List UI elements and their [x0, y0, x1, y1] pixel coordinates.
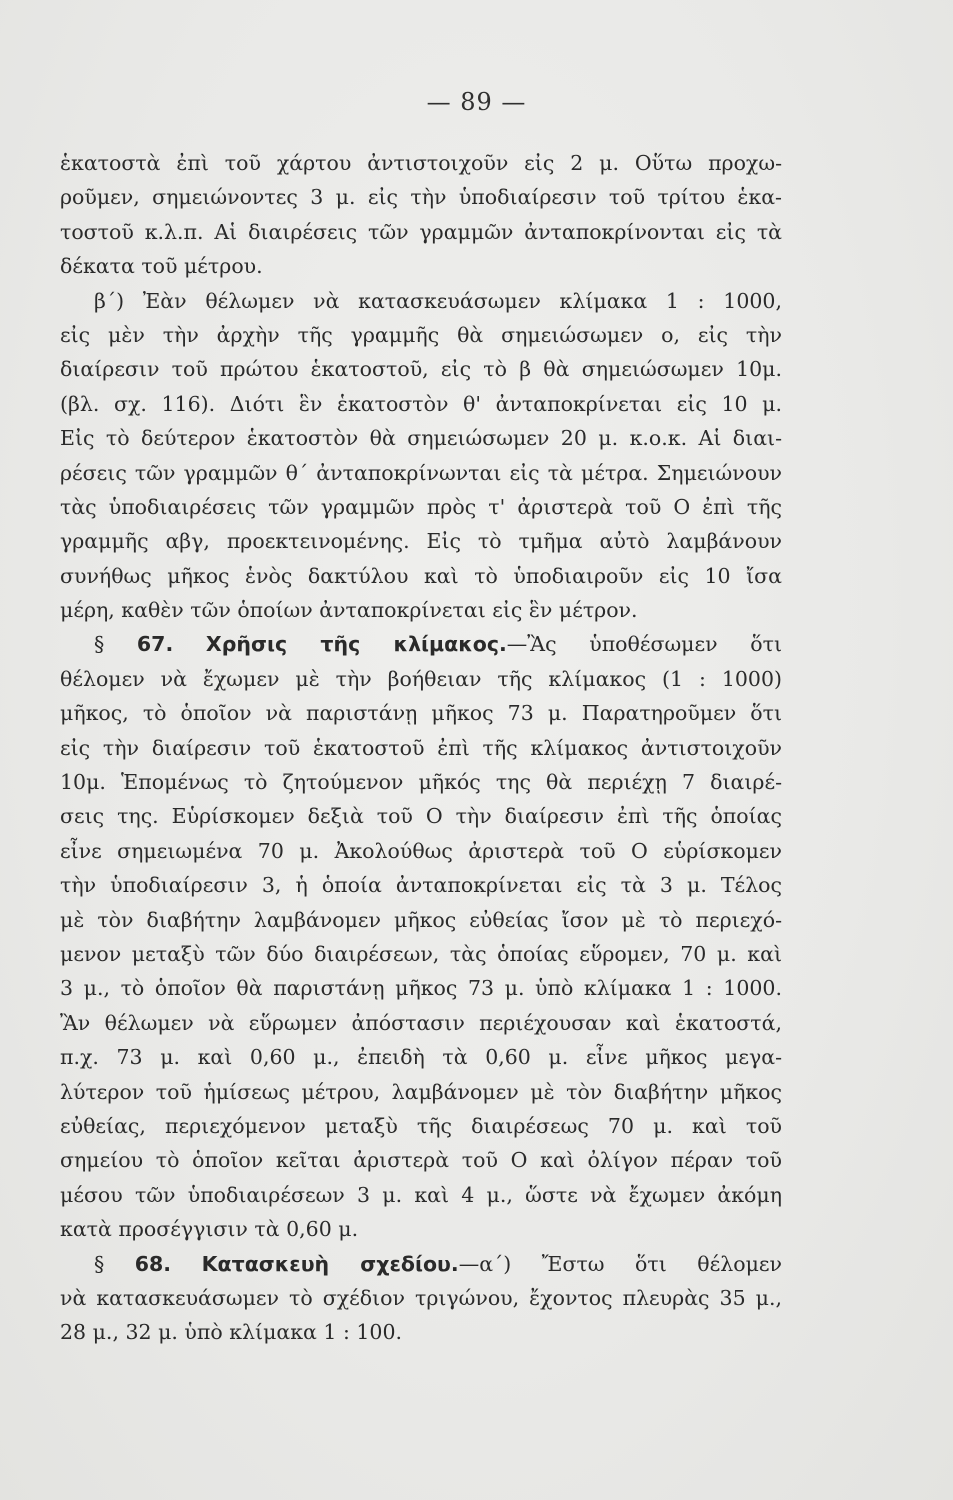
text-line: π.χ. 73 μ. καὶ 0,60 μ., ἐπειδὴ τὰ 0,60 μ. εἶνε μῆκος μεγα-	[60, 1045, 782, 1070]
text-line: εἶνε σημειωμένα 70 μ. Ἀκολούθως ἀριστερὰ τοῦ Ο εὑρίσκομεν	[60, 838, 782, 863]
section-68-heading-line	[60, 1247, 782, 1281]
text-line: διαίρεσιν τοῦ πρώτου ἑκατοστοῦ, εἰς τὸ β θὰ σημειώσωμεν 10μ.	[60, 357, 782, 382]
text-line: 3 μ., τὸ ὁποῖον θὰ παριστάνῃ μῆκος 73 μ. ὑπὸ κλίμακα 1 : 1000.	[60, 976, 782, 1001]
text-line: εἰς μὲν τὴν ἀρχὴν τῆς γραμμῆς θὰ σημειώσωμεν ο, εἰς τὴν	[60, 322, 782, 347]
section-number: 67.	[136, 632, 174, 657]
text-line: θέλομεν νὰ ἔχωμεν μὲ τὴν βοήθειαν τῆς κλίμακος (1 : 1000)	[60, 666, 782, 691]
text-line: 28 μ., 32 μ. ὑπὸ κλίμακα 1 : 100.	[60, 1320, 403, 1345]
section-first-line: —Ἂς ὑποθέσωμεν ὅτι	[506, 632, 782, 657]
text-line: Ἂν θέλωμεν νὰ εὕρωμεν ἀπόστασιν περιέχουσαν καὶ ἑκατοστά,	[60, 1010, 782, 1035]
text-line: μέρη, καθὲν τῶν ὁποίων ἀνταποκρίνεται εἰς ἓν μέτρον.	[60, 598, 638, 623]
section-first-line: —α΄) Ἔστω ὅτι θέλομεν	[458, 1251, 782, 1276]
section-67-heading-line	[60, 627, 782, 661]
section-marker: §	[94, 632, 105, 657]
text-line: τοστοῦ κ.λ.π. Αἱ διαιρέσεις τῶν γραμμῶν ἀνταποκρίνονται εἰς τὰ	[60, 219, 782, 244]
text-line: ἑκατοστὰ ἐπὶ τοῦ χάρτου ἀντιστοιχοῦν εἰς 2 μ. Οὕτω προχω-	[60, 151, 782, 175]
section-title: Κατασκευὴ σχεδίου.	[201, 1251, 459, 1276]
text-line: Εἰς τὸ δεύτερον ἑκατοστὸν θὰ σημειώσωμεν 20 μ. κ.ο.κ. Αἱ διαι-	[60, 426, 782, 451]
text-line: ροῦμεν, σημειώνοντες 3 μ. εἰς τὴν ὑποδιαίρεσιν τοῦ τρίτου ἑκα-	[60, 185, 782, 210]
text-line: γραμμῆς αβγ, προεκτεινομένης. Εἰς τὸ τμῆμα αὐτὸ λαμβάνουν	[60, 529, 782, 554]
section-title: Χρῆσις τῆς κλίμακος.	[205, 632, 507, 657]
body-text	[60, 146, 782, 1350]
text-line: σεις της. Εὑρίσκομεν δεξιὰ τοῦ Ο τὴν διαίρεσιν ἐπὶ τῆς ὁποίας	[60, 804, 782, 829]
text-line: μὲ τὸν διαβήτην λαμβάνομεν μῆκος εὐθείας ἴσον μὲ τὸ περιεχό-	[60, 907, 782, 932]
page-number: — 89 —	[426, 88, 527, 116]
text-line: τὰς ὑποδιαιρέσεις τῶν γραμμῶν πρὸς τ' ἀριστερὰ τοῦ Ο ἐπὶ τῆς	[60, 494, 782, 519]
text-line: μενον μεταξὺ τῶν δύο διαιρέσεων, τὰς ὁποίας εὕρομεν, 70 μ. καὶ	[60, 941, 782, 966]
text-line: νὰ κατασκευάσωμεν τὸ σχέδιον τριγώνου, ἔχοντος πλευρὰς 35 μ.,	[60, 1285, 782, 1310]
section-number: 68.	[134, 1251, 172, 1276]
text-line: εἰς τὴν διαίρεσιν τοῦ ἑκατοστοῦ ἐπὶ τῆς κλίμακος ἀντιστοιχοῦν	[60, 735, 782, 760]
text-line: μῆκος, τὸ ὁποῖον νὰ παριστάνῃ μῆκος 73 μ. Παρατηροῦμεν ὅτι	[60, 701, 782, 726]
text-line: λύτερον τοῦ ἡμίσεως μέτρου, λαμβάνομεν μὲ τὸν διαβήτην μῆκος	[60, 1079, 782, 1104]
text-line: σημείου τὸ ὁποῖον κεῖται ἀριστερὰ τοῦ Ο καὶ ὀλίγον πέραν τοῦ	[60, 1148, 782, 1173]
section-marker: §	[94, 1251, 105, 1276]
text-line: συνήθως μῆκος ἑνὸς δακτύλου καὶ τὸ ὑποδιαιροῦν εἰς 10 ἴσα	[60, 563, 782, 588]
text-line: μέσου τῶν ὑποδιαιρέσεων 3 μ. καὶ 4 μ., ὥστε νὰ ἔχωμεν ἀκόμη	[60, 1182, 782, 1207]
text-line: β΄) Ἐὰν θέλωμεν νὰ κατασκευάσωμεν κλίμακα 1 : 1000,	[94, 288, 782, 313]
text-line: (βλ. σχ. 116). Διότι ἓν ἑκατοστὸν θ' ἀνταποκρίνεται εἰς 10 μ.	[60, 391, 782, 416]
text-line: κατὰ προσέγγισιν τὰ 0,60 μ.	[60, 1217, 359, 1242]
text-line: δέκατα τοῦ μέτρου.	[60, 254, 263, 279]
text-line: ρέσεις τῶν γραμμῶν θ΄ ἀνταποκρίνωνται εἰς τὰ μέτρα. Σημειώνουν	[60, 460, 782, 485]
text-line: τὴν ὑποδιαίρεσιν 3, ἡ ὁποία ἀνταποκρίνεται εἰς τὰ 3 μ. Τέλος	[60, 873, 782, 898]
text-line: εὐθείας, περιεχόμενον μεταξὺ τῆς διαιρέσεως 70 μ. καὶ τοῦ	[60, 1113, 782, 1138]
text-line: 10μ. Ἑπομένως τὸ ζητούμενον μῆκός της θὰ περιέχῃ 7 διαιρέ-	[60, 770, 782, 795]
